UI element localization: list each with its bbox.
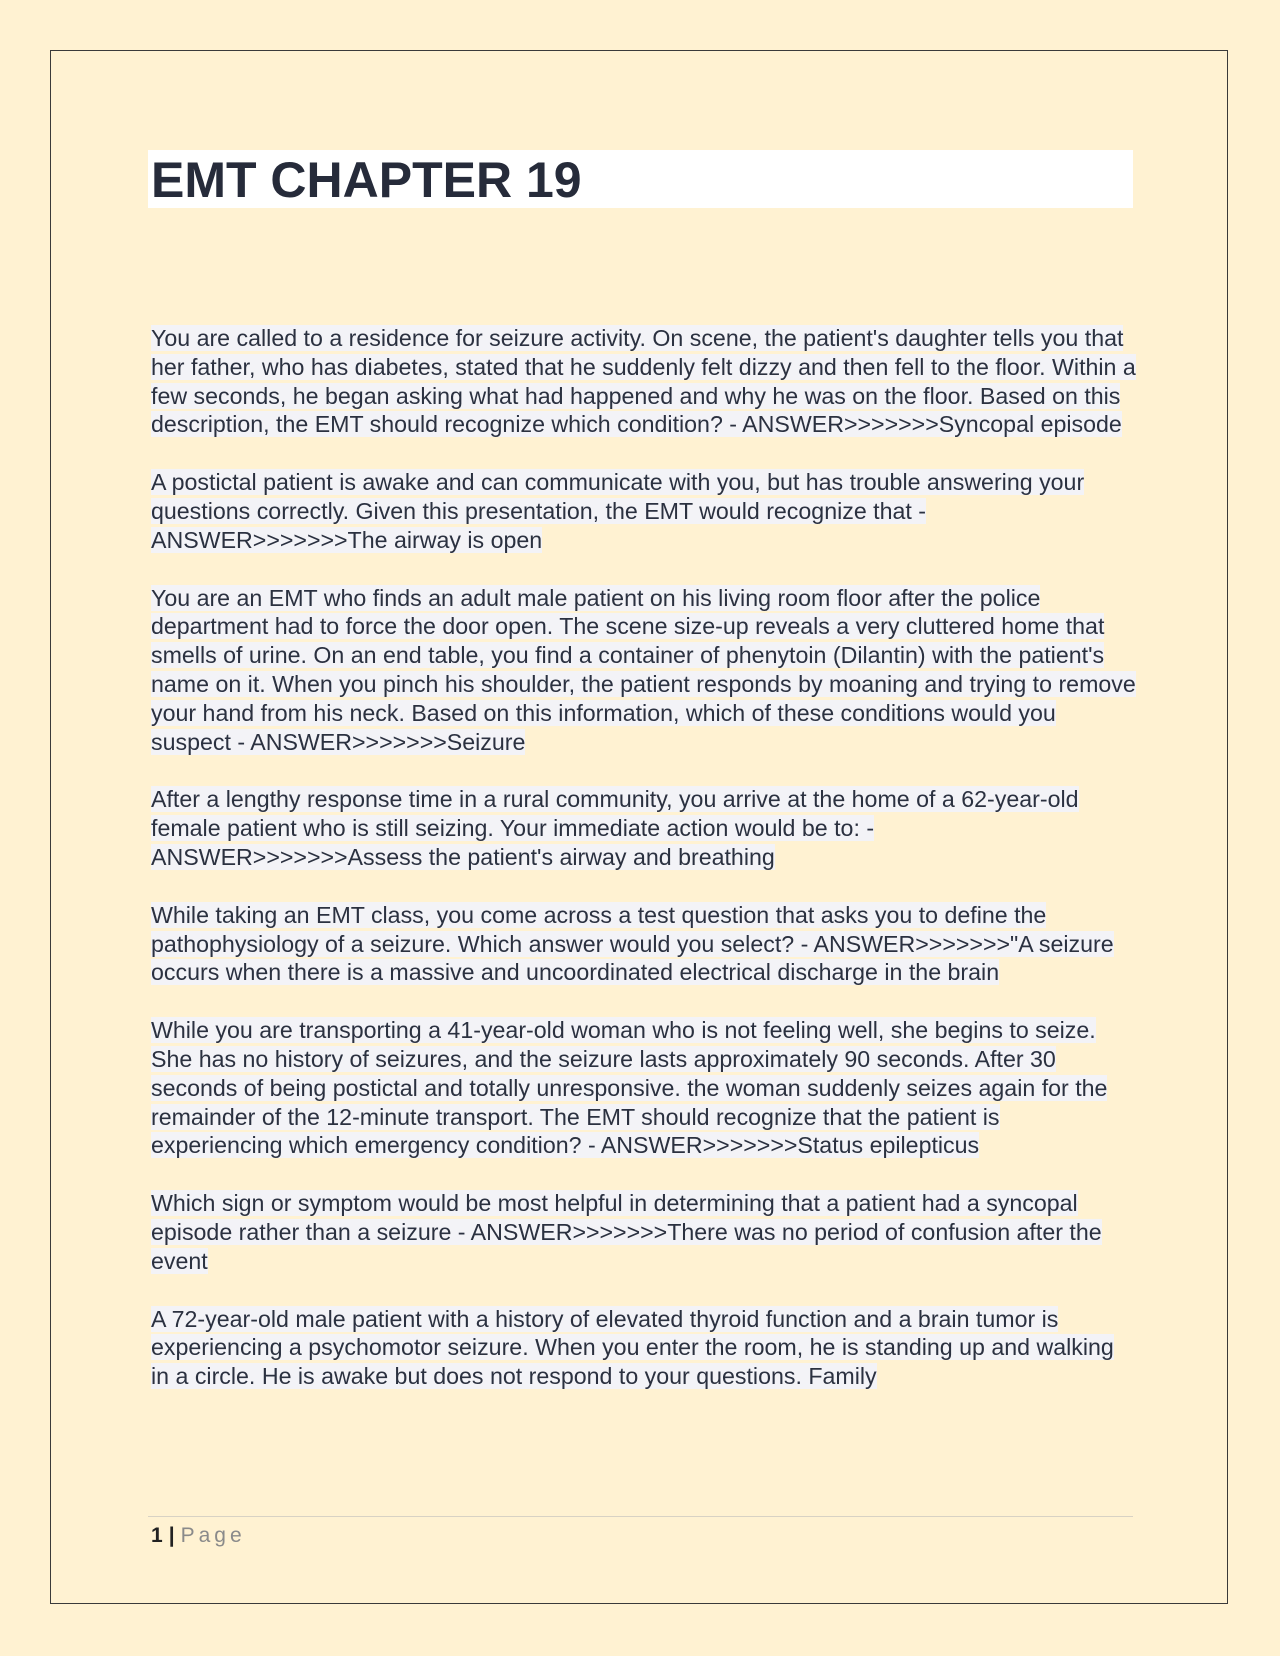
qa-entry-6 (151, 1016, 1136, 1160)
qa-text: While you are transporting a 41-year-old woman who is not feeling well, she begins to seize. She has no history of seizures, and the seizure lasts approximately 90 seconds. After 30 seconds of being postictal and totally unresponsive. the woman suddenly seizes again for the remainder of the 12-minute transport. The EMT should recognize that the patient is experiencing which emergency condition? - ANSWER>>>>>>>Status epilepticus (151, 1017, 1108, 1159)
qa-entry-5 (151, 901, 1136, 987)
page-number: 1 (151, 1524, 163, 1547)
qa-text: After a lengthy response time in a rural community, you arrive at the home of a 62-year-old female patient who is still seizing. Your immediate action would be to: - ANSWER>>>>>>>Assess the patient's airway and breathing (151, 786, 1079, 870)
page-title: EMT CHAPTER 19 (151, 152, 582, 208)
qa-text: A 72-year-old male patient with a history of elevated thyroid function and a brain tumor is experiencing a psychomotor seizure. When you enter the room, he is standing up and walking in a circle. He is awake but does not respond to your questions. Family (151, 1305, 1114, 1390)
qa-entry-4 (151, 785, 1136, 871)
page-label: Page (180, 1524, 246, 1547)
qa-entry-3 (151, 584, 1136, 757)
qa-entry-2 (151, 468, 1136, 554)
qa-entry-7 (151, 1189, 1136, 1275)
qa-entry-1 (151, 324, 1136, 439)
qa-text: You are called to a residence for seizure activity. On scene, the patient's daughter tells you that her father, who has diabetes, stated that he suddenly felt dizzy and then fell to the floor. Within a few seconds, he began asking what had happened and why he was on the floor. Based on this description, the EMT should recognize which condition? - ANSWER>>>>>>>Syncopal episode (151, 325, 1136, 438)
page-footer (151, 1522, 246, 1550)
footer-separator: | (168, 1524, 175, 1547)
qa-text: Which sign or symptom would be most helpful in determining that a patient had a syncopal episode rather than a seizure - ANSWER>>>>>>>There was no period of confusion after the event (151, 1190, 1102, 1274)
qa-entry-8 (151, 1305, 1136, 1391)
footer-divider (148, 1516, 1133, 1517)
qa-text: A postictal patient is awake and can communicate with you, but has trouble answering your questions correctly. Given this presentation, the EMT would recognize that - ANSWER>>>>>>>The airway is open (151, 469, 1085, 553)
document-body (151, 324, 1136, 1420)
qa-text: While taking an EMT class, you come across a test question that asks you to define the pathophysiology of a seizure. Which answer would you select? - ANSWER>>>>>>>"A seizure occurs when there is a massive and uncoordinated electrical discharge in the brain (151, 901, 1114, 986)
qa-text: You are an EMT who finds an adult male patient on his living room floor after the police department had to force the door open. The scene size-up reveals a very cluttered home that smells of urine. On an end table, you find a container of phenytoin (Dilantin) with the patient's name on it. When you pinch his shoulder, the patient responds by moaning and trying to remove your hand from his neck. Based on this information, which of these conditions would you suspect - ANSWER>>>>>>>Seizure (151, 584, 1136, 755)
